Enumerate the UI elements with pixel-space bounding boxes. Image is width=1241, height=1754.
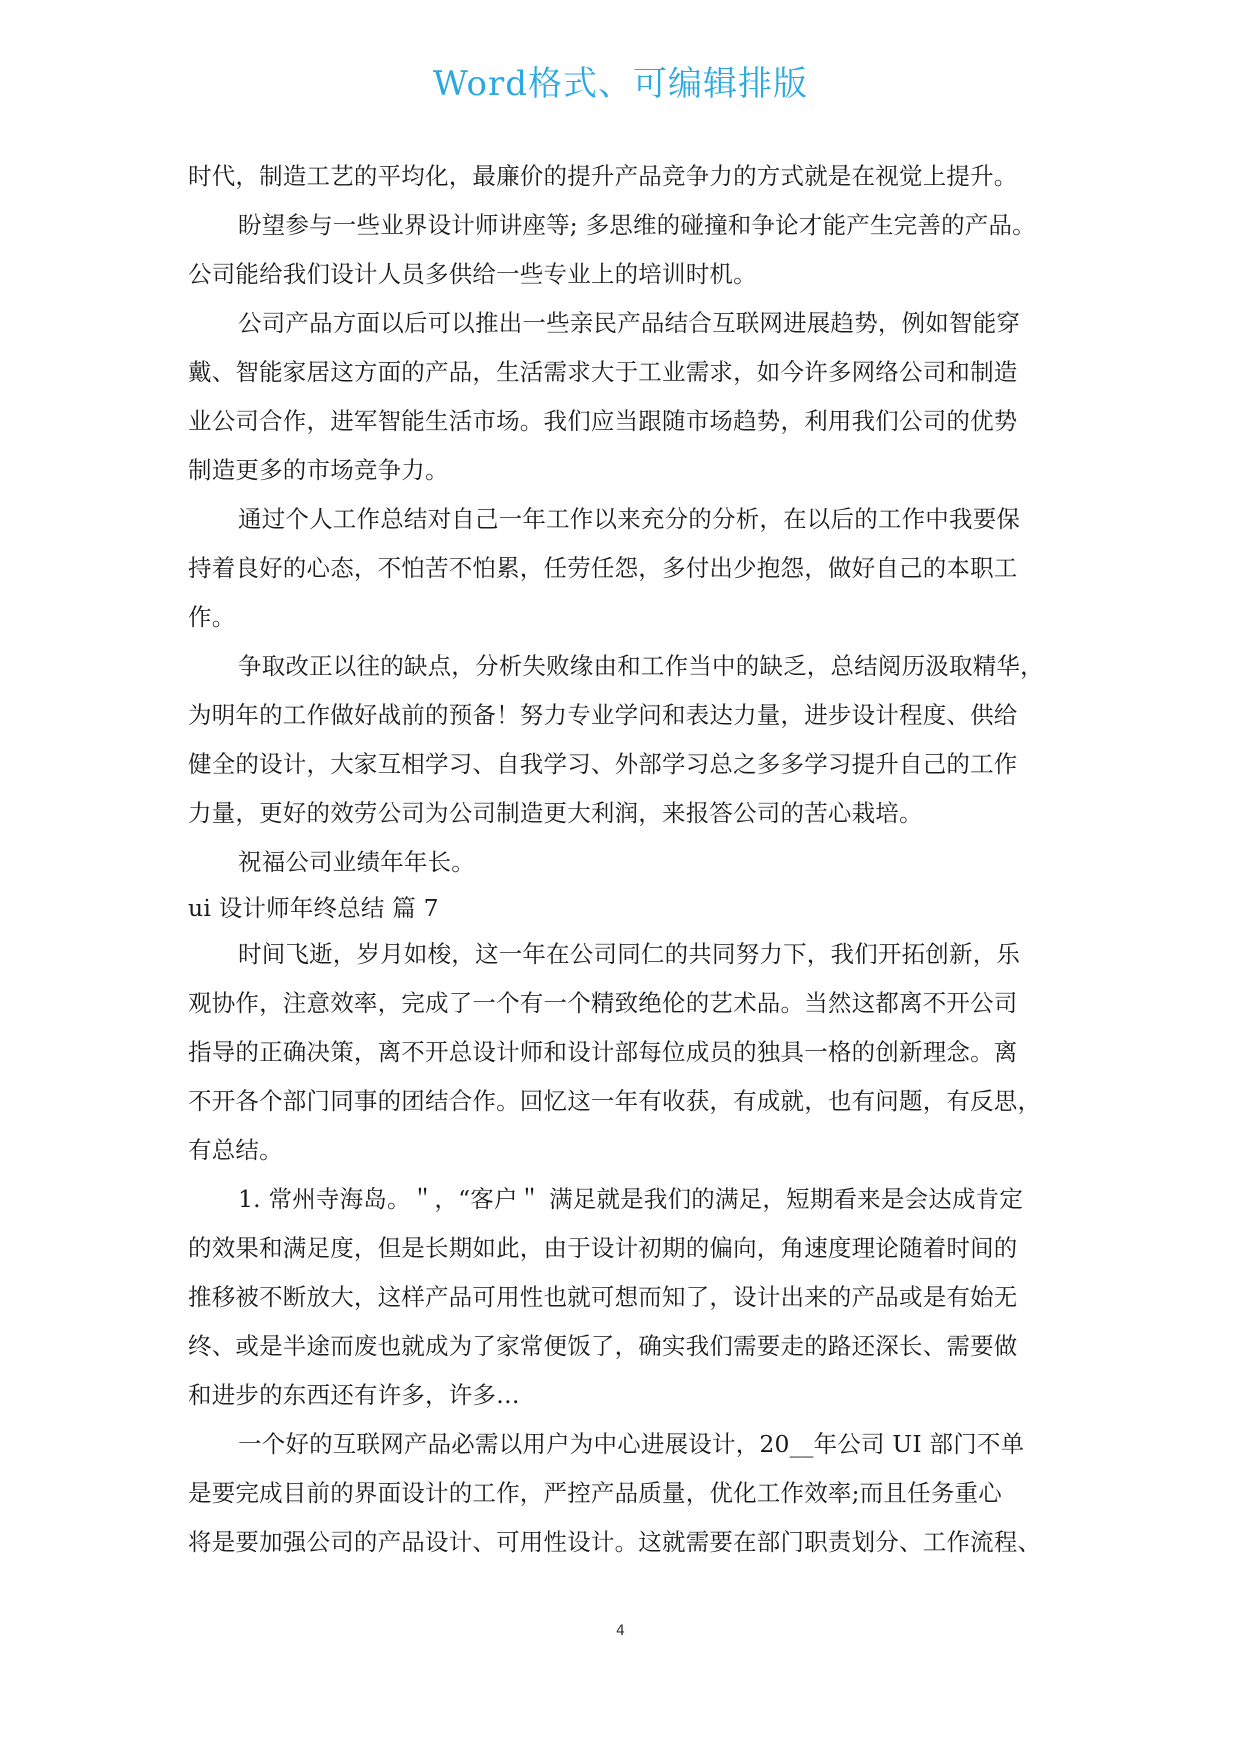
body-text [188, 152, 1058, 1567]
text-line: 力量，更好的效劳公司为公司制造更大利润，来报答公司的苦心栽培。 [188, 799, 923, 827]
text-line: 制造更多的市场竞争力。 [188, 456, 449, 484]
text-line: 时代，制造工艺的平均化，最廉价的提升产品竞争力的方式就是在视觉上提升。 [188, 162, 1018, 190]
text-line: 推移被不断放大，这样产品可用性也就可想而知了，设计出来的产品或是有始无 [188, 1283, 1018, 1311]
text-line: 作。 [188, 603, 236, 631]
text-line: 公司产品方面以后可以推出一些亲民产品结合互联网进展趋势，例如智能穿 [238, 309, 1021, 337]
section-heading: ui 设计师年终总结 篇 7 [188, 894, 439, 922]
text-line: 盼望参与一些业界设计师讲座等; 多思维的碰撞和争论才能产生完善的产品。 [238, 211, 1036, 239]
text-line: 健全的设计，大家互相学习、自我学习、外部学习总之多多学习提升自己的工作 [188, 750, 1018, 778]
text-line: 终、或是半途而废也就成为了家常便饭了，确实我们需要走的路还深长、需要做 [188, 1332, 1018, 1360]
text-line: 1. 常州寺海岛。＂，“客户＂ 满足就是我们的满足，短期看来是会达成肯定 [238, 1185, 1024, 1213]
text-line: 是要完成目前的界面设计的工作，严控产品质量，优化工作效率;而且任务重心 [188, 1479, 1002, 1507]
text-line: 观协作，注意效率，完成了一个有一个精致绝伦的艺术品。当然这都离不开公司 [188, 989, 1018, 1017]
text-line: 持着良好的心态，不怕苦不怕累，任劳任怨，多付出少抱怨，做好自己的本职工 [188, 554, 1018, 582]
text-line: 将是要加强公司的产品设计、可用性设计。这就需要在部门职责划分、工作流程、 [188, 1528, 1042, 1556]
text-line: 业公司合作，进军智能生活市场。我们应当跟随市场趋势，利用我们公司的优势 [188, 407, 1018, 435]
text-line: 祝福公司业绩年年长。 [238, 848, 475, 876]
text-line: 时间飞逝，岁月如梭，这一年在公司同仁的共同努力下，我们开拓创新，乐 [238, 940, 1021, 968]
text-line: 指导的正确决策，离不开总设计师和设计部每位成员的独具一格的创新理念。离 [188, 1038, 1018, 1066]
text-line: 争取改正以往的缺点，分析失败缘由和工作当中的缺乏，总结阅历汲取精华， [238, 652, 1044, 680]
text-line: 的效果和满足度，但是长期如此，由于设计初期的偏向，角速度理论随着时间的 [188, 1234, 1018, 1262]
header-title: Word格式、可编辑排版 [432, 64, 809, 104]
text-line: 不开各个部门同事的团结合作。回忆这一年有收获，有成就，也有问题，有反思， [188, 1087, 1042, 1115]
text-line: 为明年的工作做好战前的预备！努力专业学问和表达力量，进步设计程度、供给 [188, 701, 1018, 729]
text-line: 公司能给我们设计人员多供给一些专业上的培训时机。 [188, 260, 757, 288]
text-line: 通过个人工作总结对自己一年工作以来充分的分析，在以后的工作中我要保 [238, 505, 1021, 533]
text-line: 和进步的东西还有许多，许多… [188, 1381, 520, 1409]
text-line: 一个好的互联网产品必需以用户为中心进展设计，20__年公司 UI 部门不单 [238, 1430, 1025, 1458]
page-number: 4 [616, 1623, 625, 1639]
text-line: 有总结。 [188, 1136, 283, 1164]
text-line: 戴、智能家居这方面的产品，生活需求大于工业需求，如今许多网络公司和制造 [188, 358, 1018, 386]
